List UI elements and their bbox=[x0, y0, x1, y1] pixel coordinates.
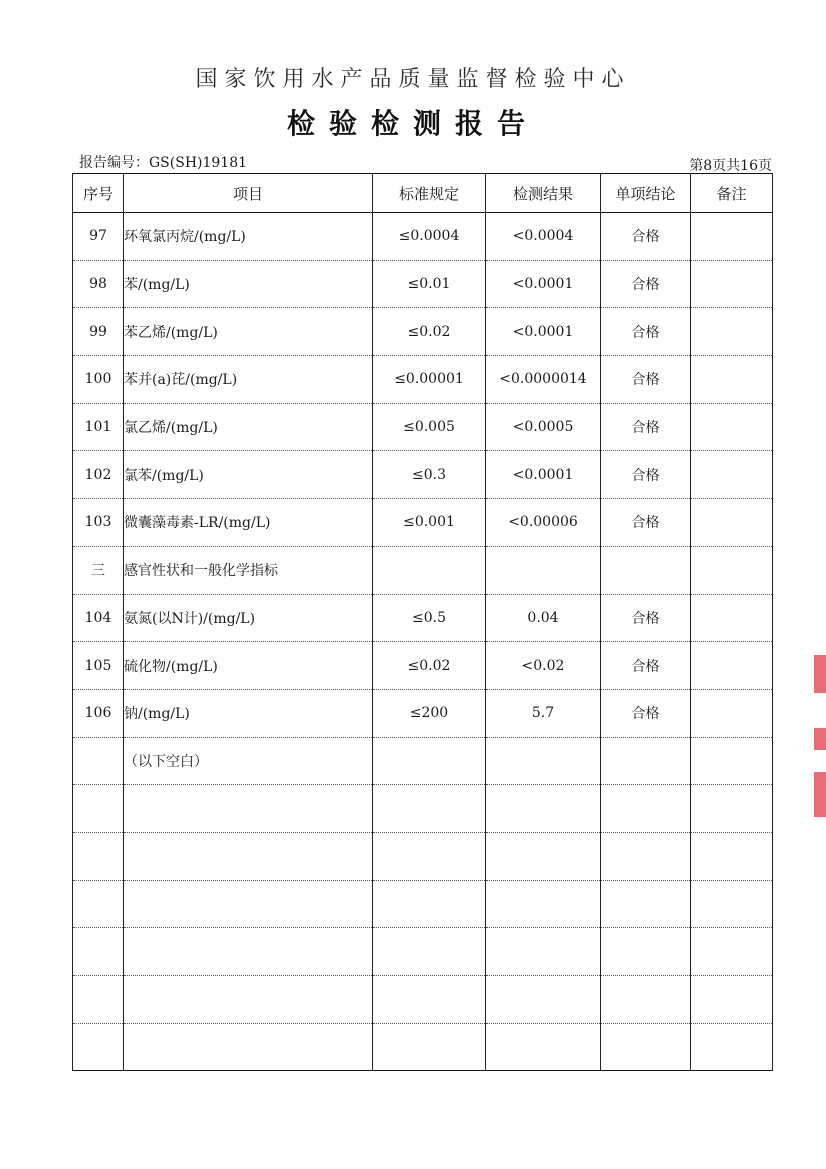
row-standard bbox=[373, 1023, 486, 1071]
column-header-standard: 标准规定 bbox=[373, 174, 486, 213]
row-number: 104 bbox=[73, 594, 124, 642]
row-result: <0.0000014 bbox=[486, 356, 601, 404]
row-conclusion: 合格 bbox=[601, 499, 691, 547]
row-result bbox=[486, 1023, 601, 1071]
row-item bbox=[124, 976, 373, 1024]
table-row bbox=[73, 1023, 773, 1071]
row-result bbox=[486, 785, 601, 833]
row-number: 98 bbox=[73, 260, 124, 308]
row-note bbox=[691, 403, 773, 451]
row-note bbox=[691, 832, 773, 880]
row-note bbox=[691, 260, 773, 308]
table-row bbox=[73, 356, 773, 404]
table-row bbox=[73, 737, 773, 785]
row-result: 0.04 bbox=[486, 594, 601, 642]
row-note bbox=[691, 1023, 773, 1071]
row-item bbox=[124, 832, 373, 880]
row-number: 103 bbox=[73, 499, 124, 547]
row-number: 101 bbox=[73, 403, 124, 451]
row-item: 硫化物/(mg/L) bbox=[124, 642, 373, 690]
row-item: 钠/(mg/L) bbox=[124, 689, 373, 737]
row-result bbox=[486, 976, 601, 1024]
row-result bbox=[486, 928, 601, 976]
row-standard bbox=[373, 785, 486, 833]
table-row bbox=[73, 928, 773, 976]
row-standard bbox=[373, 832, 486, 880]
row-standard bbox=[373, 976, 486, 1024]
row-note bbox=[691, 976, 773, 1024]
row-conclusion: 合格 bbox=[601, 356, 691, 404]
report-number: 报告编号：GS(SH)19181 bbox=[79, 155, 248, 171]
table-row bbox=[73, 499, 773, 547]
row-result: <0.02 bbox=[486, 642, 601, 690]
row-standard: ≤0.005 bbox=[373, 403, 486, 451]
row-number bbox=[73, 880, 124, 928]
row-note bbox=[691, 785, 773, 833]
table-row bbox=[73, 260, 773, 308]
row-result: <0.00006 bbox=[486, 499, 601, 547]
row-note bbox=[691, 546, 773, 594]
row-item: 苯乙烯/(mg/L) bbox=[124, 308, 373, 356]
row-number: 97 bbox=[73, 213, 124, 261]
column-header-result: 检测结果 bbox=[486, 174, 601, 213]
row-standard: ≤0.00001 bbox=[373, 356, 486, 404]
table-row bbox=[73, 451, 773, 499]
row-note bbox=[691, 451, 773, 499]
row-item: 氨氮(以N计)/(mg/L) bbox=[124, 594, 373, 642]
seal-stamp-fragment bbox=[814, 655, 826, 693]
column-header-conclusion: 单项结论 bbox=[601, 174, 691, 213]
row-note bbox=[691, 928, 773, 976]
row-conclusion: 合格 bbox=[601, 260, 691, 308]
table-row bbox=[73, 832, 773, 880]
report-title: 检验检测报告 bbox=[286, 107, 539, 140]
row-conclusion bbox=[601, 1023, 691, 1071]
row-standard bbox=[373, 546, 486, 594]
row-item: 环氧氯丙烷/(mg/L) bbox=[124, 213, 373, 261]
row-number: 100 bbox=[73, 356, 124, 404]
table-row bbox=[73, 785, 773, 833]
row-standard: ≤0.02 bbox=[373, 642, 486, 690]
row-standard: ≤0.01 bbox=[373, 260, 486, 308]
table-row bbox=[73, 403, 773, 451]
row-result bbox=[486, 546, 601, 594]
row-item bbox=[124, 1023, 373, 1071]
row-item: 微囊藻毒素-LR/(mg/L) bbox=[124, 499, 373, 547]
row-result: <0.0001 bbox=[486, 451, 601, 499]
row-result bbox=[486, 880, 601, 928]
column-header-note: 备注 bbox=[691, 174, 773, 213]
row-item: 氯乙烯/(mg/L) bbox=[124, 403, 373, 451]
row-conclusion bbox=[601, 832, 691, 880]
row-number: 105 bbox=[73, 642, 124, 690]
row-note bbox=[691, 499, 773, 547]
table-row bbox=[73, 880, 773, 928]
row-note bbox=[691, 880, 773, 928]
row-conclusion: 合格 bbox=[601, 689, 691, 737]
row-number bbox=[73, 976, 124, 1024]
row-conclusion: 合格 bbox=[601, 642, 691, 690]
row-conclusion bbox=[601, 928, 691, 976]
row-number bbox=[73, 928, 124, 976]
row-standard: ≤200 bbox=[373, 689, 486, 737]
table-row bbox=[73, 213, 773, 261]
row-result: <0.0004 bbox=[486, 213, 601, 261]
row-note bbox=[691, 594, 773, 642]
row-number: 106 bbox=[73, 689, 124, 737]
row-result: <0.0005 bbox=[486, 403, 601, 451]
table-row bbox=[73, 689, 773, 737]
row-result: 5.7 bbox=[486, 689, 601, 737]
row-conclusion bbox=[601, 880, 691, 928]
row-item bbox=[124, 880, 373, 928]
row-standard: ≤0.5 bbox=[373, 594, 486, 642]
row-conclusion bbox=[601, 737, 691, 785]
table-row bbox=[73, 546, 773, 594]
row-standard: ≤0.3 bbox=[373, 451, 486, 499]
row-conclusion: 合格 bbox=[601, 451, 691, 499]
row-result bbox=[486, 737, 601, 785]
row-note bbox=[691, 689, 773, 737]
table-header-row bbox=[73, 174, 773, 213]
column-header-no: 序号 bbox=[73, 174, 124, 213]
row-standard bbox=[373, 928, 486, 976]
row-conclusion bbox=[601, 546, 691, 594]
row-item: 氯苯/(mg/L) bbox=[124, 451, 373, 499]
row-item bbox=[124, 785, 373, 833]
table-row bbox=[73, 642, 773, 690]
row-conclusion: 合格 bbox=[601, 213, 691, 261]
row-conclusion bbox=[601, 785, 691, 833]
row-standard: ≤0.0004 bbox=[373, 213, 486, 261]
page-info: 第8页共16页 bbox=[689, 158, 772, 174]
row-number bbox=[73, 832, 124, 880]
row-standard bbox=[373, 737, 486, 785]
row-item: 苯并(a)芘/(mg/L) bbox=[124, 356, 373, 404]
row-item bbox=[124, 928, 373, 976]
seal-stamp-fragment bbox=[814, 772, 826, 817]
seal-stamp-fragment bbox=[814, 728, 826, 750]
row-note bbox=[691, 213, 773, 261]
row-conclusion: 合格 bbox=[601, 403, 691, 451]
row-note bbox=[691, 356, 773, 404]
row-result bbox=[486, 832, 601, 880]
table-row bbox=[73, 976, 773, 1024]
row-item: 感官性状和一般化学指标 bbox=[124, 546, 373, 594]
organization-name: 国家饮用水产品质量监督检验中心 bbox=[195, 67, 631, 92]
table-row bbox=[73, 594, 773, 642]
table-row bbox=[73, 308, 773, 356]
row-conclusion: 合格 bbox=[601, 308, 691, 356]
row-number bbox=[73, 785, 124, 833]
row-standard: ≤0.02 bbox=[373, 308, 486, 356]
results-table bbox=[72, 173, 773, 1071]
row-conclusion bbox=[601, 976, 691, 1024]
row-number: 三 bbox=[73, 546, 124, 594]
row-item: （以下空白） bbox=[124, 737, 373, 785]
column-header-item: 项目 bbox=[124, 174, 373, 213]
row-number bbox=[73, 1023, 124, 1071]
row-number: 99 bbox=[73, 308, 124, 356]
row-conclusion: 合格 bbox=[601, 594, 691, 642]
row-number: 102 bbox=[73, 451, 124, 499]
row-standard bbox=[373, 880, 486, 928]
row-item: 苯/(mg/L) bbox=[124, 260, 373, 308]
row-note bbox=[691, 737, 773, 785]
row-number bbox=[73, 737, 124, 785]
row-result: <0.0001 bbox=[486, 260, 601, 308]
row-note bbox=[691, 308, 773, 356]
row-result: <0.0001 bbox=[486, 308, 601, 356]
row-note bbox=[691, 642, 773, 690]
row-standard: ≤0.001 bbox=[373, 499, 486, 547]
